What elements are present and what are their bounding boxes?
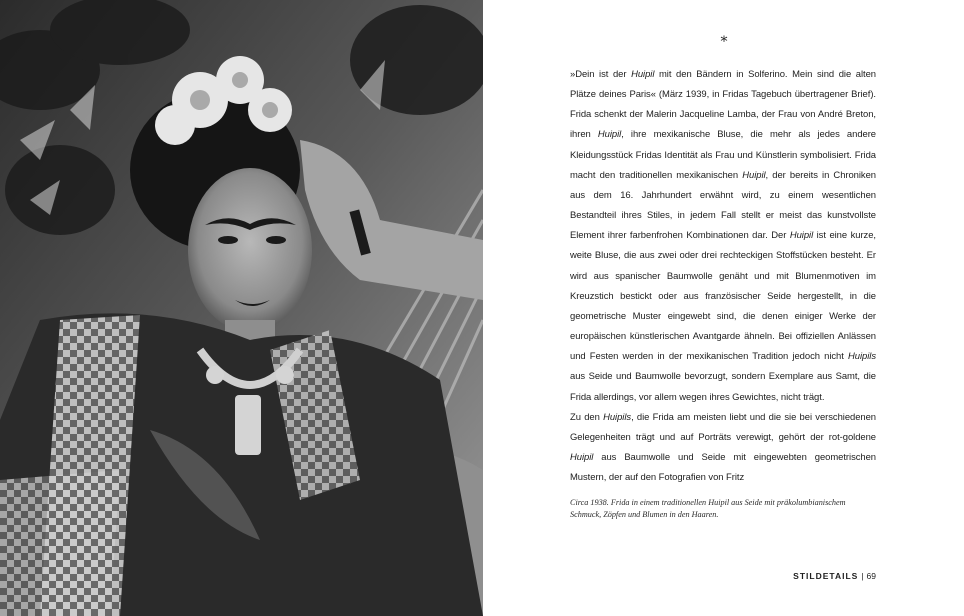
page-number: 69 <box>866 571 876 581</box>
photo-caption: Circa 1938. Frida in einem traditionellen Huipil aus Seide mit präkolumbianischem Schmuck, Zöpfen und Blumen in den Haaren. <box>570 498 846 519</box>
text-page <box>483 0 964 616</box>
page-footer <box>683 571 876 581</box>
ornament-asterisk: * <box>720 34 728 50</box>
text-run: Zu den <box>570 411 604 423</box>
text-run: , ihre mexikanische Bluse, die mehr als jedes andere Kleidungsstück Fridas Identität als Frau und Künstlerin symbolisiert. Frida macht den traditionellen mexikanischen <box>570 129 877 181</box>
italic-term: Huipil <box>570 451 594 463</box>
text-run: »Dein ist der <box>570 69 632 80</box>
text-run: , die Frida am meisten liebt und die sie bei verschiedenen Gelegenheiten trägt und auf Porträts verewigt, gehört der rot-goldene <box>570 411 877 443</box>
footer-section-title: STILDETAILS <box>793 571 859 581</box>
italic-term: Huipil <box>597 129 622 141</box>
text-run: ist eine kurze, weite Bluse, die aus zwei oder drei rechteckigen Stoffstücken besteht. Er wird aus spanischer Baumwolle genäht und mit Blumenmotiven im Kreuzstich bestickt oder aus französischer Seide hergestellt, in die geometrische Muster eingewebt sind, die denen einiger Werke der europäischen künstlerischen Avantgarde ähneln. Bei offiziellen Anlässen und Festen werden in der mexikanischen Tradition jedoch nicht <box>570 230 876 363</box>
text-run: , der bereits in Chroniken aus dem 16. Jahrhundert erwähnt wird, zu einem wesentlichen Bestandteil ihres Stiles, in jedem Fall stellt er meist das kunstvollste Element ihrer farbenfrohen Kombinationen dar. Der <box>570 169 876 242</box>
text-run: aus Seide und Baumwolle bevorzugt, sondern Exemplare aus Samt, die Frida allerdings, vor allem wegen ihres Gewichtes, nicht trägt. <box>570 371 876 403</box>
body-paragraph <box>570 408 876 489</box>
italic-term: Huipils <box>848 351 876 363</box>
footer-separator: | <box>861 571 864 581</box>
italic-term: Huipils <box>603 411 632 423</box>
text-run: aus Baumwolle und Seide mit eingewebten geometrischen Mustern, der auf den Fotografien von Fritz <box>570 451 876 484</box>
italic-term: Huipil <box>631 69 655 80</box>
body-text <box>570 65 876 488</box>
body-paragraph <box>570 65 876 408</box>
italic-term: Huipil <box>789 230 814 242</box>
italic-term: Huipil <box>742 169 766 181</box>
text-run: mit den Bändern in Solferino. Mein sind die alten Plätze deines Paris« (März 1939, in Fridas Tagebuch übertragener Brief). Frida schenkt der Malerin Jacqueline Lamba, der Frau von André Breton, ihren <box>570 69 876 141</box>
